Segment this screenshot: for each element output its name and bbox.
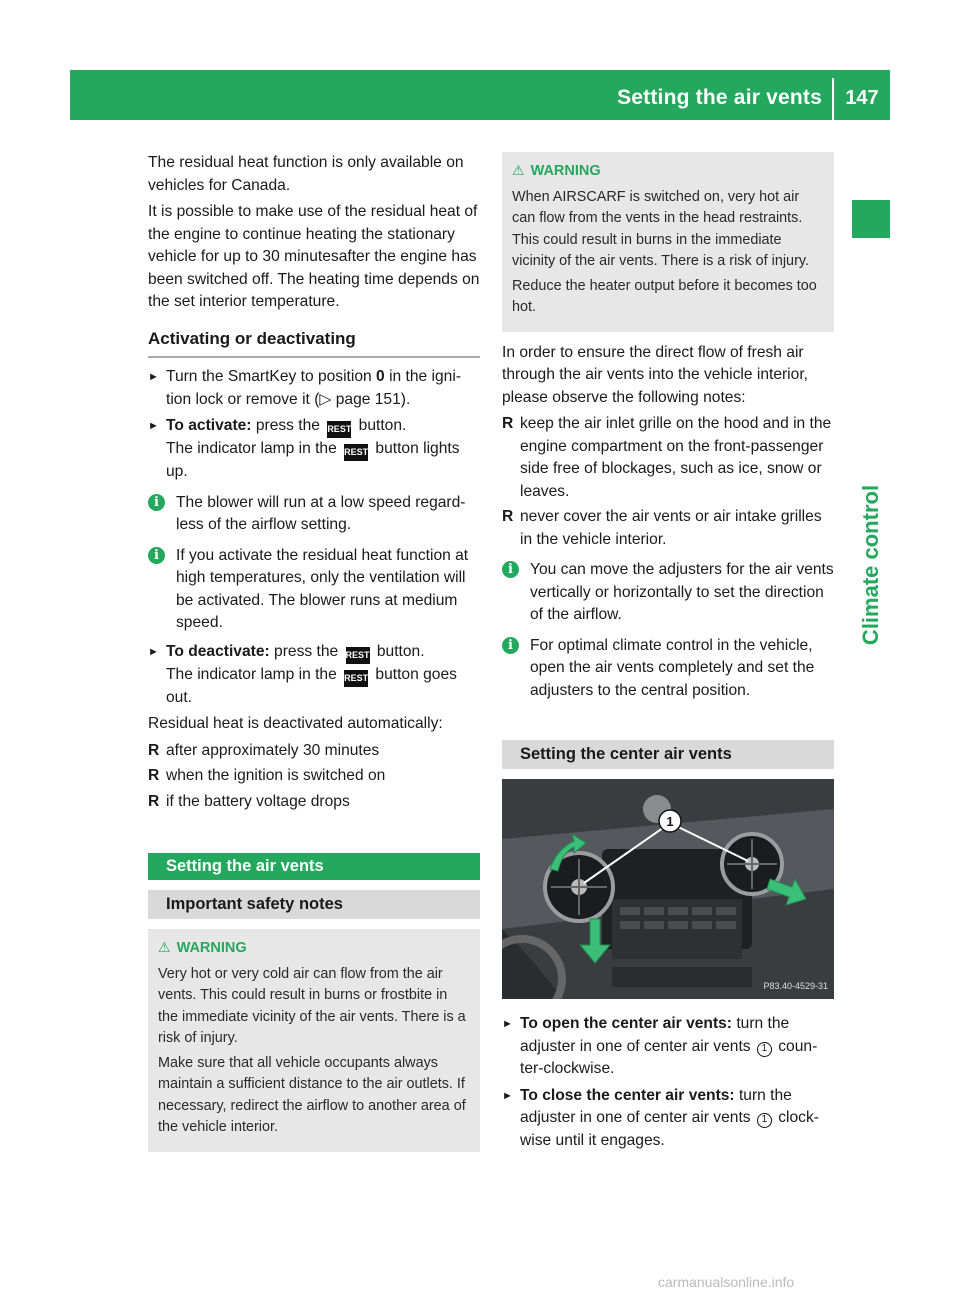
paragraph: Residual heat is deactivated automatically:: [148, 715, 443, 732]
bullet-icon: R: [148, 741, 160, 759]
info-icon: i: [148, 494, 165, 511]
warning-triangle-icon: ⚠: [512, 162, 525, 178]
warning-box: ⚠ WARNING When AIRSCARF is switched on, very hot air can flow from the vents in the head restraints. This could result in burns in the immediate vicinity of the air vents. There is a risk of injury. Reduce the heater output before it becomes too hot.: [502, 152, 834, 332]
side-section-label: Climate control: [858, 484, 883, 646]
subsection-banner: Important safety notes: [148, 890, 480, 919]
warning-triangle-icon: ⚠: [158, 939, 171, 955]
instruction-step: ► To open the center air vents: turn the adjuster in one of center air vents 1 counter-clockwise.: [502, 1015, 818, 1077]
figure-callout: 1: [666, 814, 674, 829]
center-air-vents-figure: [502, 779, 834, 999]
bullet-icon: R: [148, 767, 160, 784]
info-icon: i: [148, 547, 165, 564]
warning-title: ⚠ WARNING: [158, 937, 470, 960]
figure-code: P83.40-4529-31: [763, 980, 828, 991]
list-item: R never cover the air vents or air intake grilles in the vehicle interior.: [502, 508, 822, 548]
bullet-icon: R: [502, 508, 514, 525]
step-arrow-icon: ►: [148, 420, 159, 432]
bullet-icon: R: [148, 792, 160, 810]
info-note: i You can move the adjusters for the air vents vertically or horizontally to set the direction of the airflow.: [502, 559, 834, 627]
page-title: Setting the air vents: [617, 86, 822, 109]
step-arrow-icon: ►: [148, 371, 159, 383]
instruction-step: ► To activate: press the REST button. The indicator lamp in the REST button lights up.: [148, 417, 460, 480]
callout-number: 1: [757, 1113, 772, 1128]
rest-key-icon: REST: [344, 444, 368, 461]
instruction-step: ► Turn the SmartKey to position 0 in the ignition lock or remove it (▷ page 151).: [148, 368, 462, 408]
warning-box: ⚠ WARNING Very hot or very cold air can flow from the air vents. This could result in burns or frostbite in the immediate vicinity of the air vents. There is a risk of injury. Make sure that all vehicle occupants always maintain a sufficient distance to the air outlets. If necessary, redirect the airflow to another area of the vehicle interior.: [148, 929, 480, 1152]
page-ref-arrow-icon: ▷: [319, 390, 336, 408]
info-icon: i: [502, 637, 519, 654]
rest-key-icon: REST: [344, 670, 368, 687]
side-tab-marker: [852, 200, 890, 238]
section-heading: Activating or deactivating: [148, 328, 480, 359]
list-item: R if the battery voltage drops: [148, 791, 480, 814]
list-item: R after approximately 30 minutes: [148, 740, 480, 763]
rest-key-icon: REST: [327, 421, 351, 438]
bullet-icon: R: [502, 415, 514, 432]
left-column: [148, 152, 480, 1152]
callout-number: 1: [757, 1042, 772, 1057]
page-number: 147: [845, 87, 879, 109]
step-arrow-icon: ►: [502, 1018, 513, 1030]
dashboard-illustration: [502, 779, 834, 999]
step-arrow-icon: ►: [148, 645, 159, 658]
section-banner: Setting the air vents: [148, 853, 480, 880]
paragraph: The residual heat function is only available on vehicles for Canada.: [148, 154, 464, 194]
info-icon: i: [502, 561, 519, 578]
right-column: [502, 152, 834, 1156]
paragraph: It is possible to make use of the residual heat of the engine to continue heating the stationary vehicle for up to 30 minutesafter the engine has been switched off. The heating time depends on the set interior temperature.: [148, 203, 480, 310]
step-arrow-icon: ►: [502, 1089, 513, 1102]
info-note: i For optimal climate control in the vehicle, open the air vents completely and set the adjusters to the central position.: [502, 635, 834, 703]
subsection-banner: Setting the center air vents: [502, 740, 834, 769]
list-item: R keep the air inlet grille on the hood and in the engine compartment on the front-passenger side free of blockages, such as ice, snow or leaves.: [502, 415, 832, 500]
instruction-step: ► To close the center air vents: turn the adjuster in one of center air vents 1 clockwise until it engages.: [502, 1086, 819, 1149]
header-bar: [70, 70, 890, 120]
info-note: i If you activate the residual heat function at high temperatures, only the ventilation will be activated. The blower runs at medium speed.: [148, 545, 480, 635]
rest-key-icon: REST: [346, 647, 370, 664]
list-item: R when the ignition is switched on: [148, 765, 480, 788]
watermark: carmanualsonline.info: [658, 1274, 795, 1290]
warning-title: ⚠ WARNING: [512, 160, 824, 183]
page-reference-link[interactable]: page 151).: [335, 390, 411, 408]
info-note: i The blower will run at a low speed regardless of the airflow setting.: [148, 492, 480, 537]
paragraph: In order to ensure the direct flow of fresh air through the air vents into the vehicle interior, please observe the following notes:: [502, 343, 808, 406]
instruction-step: ► To deactivate: press the REST button. The indicator lamp in the REST button goes out.: [148, 642, 457, 706]
